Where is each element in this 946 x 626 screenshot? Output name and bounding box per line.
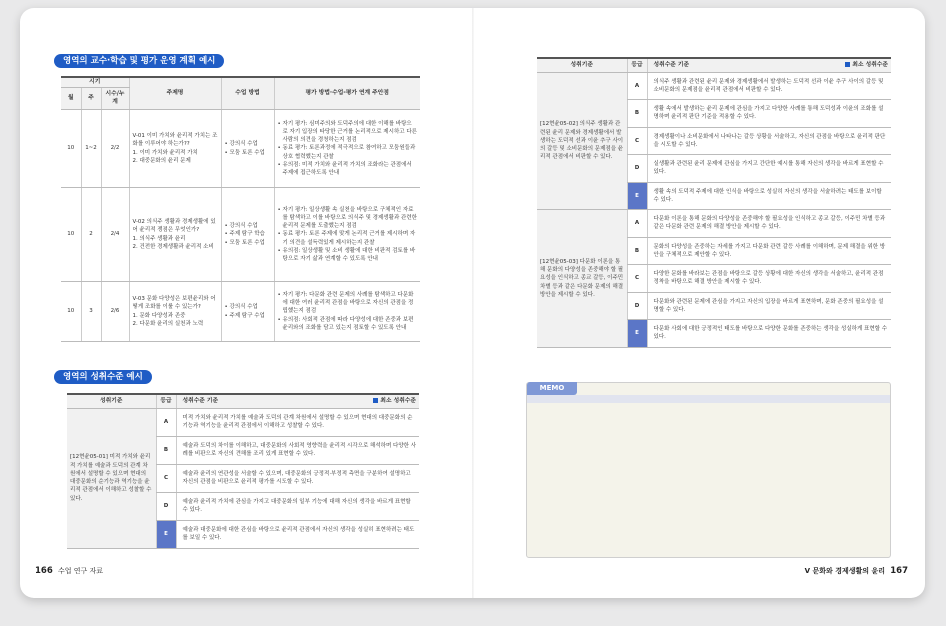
method-item: • 강의식 수업	[225, 222, 271, 230]
plan-table	[61, 76, 420, 342]
standard-cell: [12현윤05-03] 다문화 이론을 통해 문화의 다양성을 존중해야 할 필요성을 인식하고 종교 갈등, 이주민 차별 등과 같은 다문화 문제의 해결 방안을 제시할 수 있다.	[537, 210, 627, 348]
standard-cell: [12현윤05-02] 의식주 생활과 관련된 윤리 문제와 경제생활에서 발생하는 도덕적 선과 이윤 추구 사이의 갈등 및 소비문화의 문제점을 윤리적 관점에서 비판할 수 있다.	[537, 72, 627, 210]
level-desc-cell: 예술과 윤리적 가치에 관심을 가지고 대중문화의 일부 기능에 대해 자신의 생각을 바르게 표현할 수 있다.	[176, 492, 419, 520]
col-hours: 시수/누계	[101, 87, 129, 109]
level-desc-cell: 의식주 생활과 관련된 윤리 문제와 경제생활에서 발생하는 도덕적 선과 이윤 추구 사이의 갈등 및 소비문화의 문제점을 윤리적 관점에서 비판할 수 있다.	[647, 72, 891, 100]
col-time: 시기	[61, 77, 129, 87]
assess-item: • 자기 평가: 심미주의와 도덕주의에 대한 이해를 바탕으로 자기 입장의 타당한 근거를 논리적으로 제시하고 다른 사람의 의견을 경청하는지 점검	[278, 120, 418, 145]
hours-cell: 2/4	[101, 188, 129, 282]
grade-cell: E	[156, 520, 176, 548]
footer-chapter: V 문화와 경제생활의 윤리	[804, 567, 886, 575]
week-cell: 3	[81, 282, 101, 342]
method-item: • 모둠 토론 수업	[225, 239, 271, 247]
method-item: • 모둠 토론 수업	[225, 149, 271, 157]
section-title-plan: 영역의 교수·학습 및 평가 운영 계획 예시	[54, 54, 224, 68]
col-grade-r: 등급	[627, 58, 647, 72]
col-grade: 등급	[156, 394, 176, 408]
col-desc-r: 성취수준 기준	[653, 62, 690, 68]
section-title-achievement: 영역의 성취수준 예시	[54, 370, 152, 384]
level-desc-cell: 다문화 이론을 통해 문화의 다양성을 존중해야 할 필요성을 인식하고 종교 갈등, 이주민 차별 등과 같은 다문화 관련 문제의 해결 방안을 제시할 수 있다.	[647, 210, 891, 238]
level-desc-cell: 다문화 사회에 대한 긍정적인 태도를 바탕으로 다양한 문화를 존중하는 생각을 성실하게 표현할 수 있다.	[647, 320, 891, 348]
level-desc-cell: 다문화와 관련된 문제에 관심을 가지고 자신의 입장을 바르게 표현하며, 문화 존중의 필요성을 설명할 수 있다.	[647, 292, 891, 320]
col-theme: 주제명	[129, 77, 221, 110]
grade-cell: E	[627, 320, 647, 348]
assess-item: • 유의점: 미적 가치와 윤리적 가치의 조화라는 관점에서 주제에 접근하도록 안내	[278, 161, 418, 178]
achievement-row	[537, 72, 891, 100]
page-number-right: 167	[890, 566, 908, 576]
level-desc-cell: 예술과 도덕의 차이를 이해하고, 대중문화의 사회적 영향력을 윤리적 시각으로 해석하며 다양한 사례를 비판으로 자신의 견해를 조리 있게 표현할 수 있다.	[176, 436, 419, 464]
assess-item: • 유의점: 사회적 관점에 따라 다양성에 대한 존중과 보편 윤리와의 조화를 담고 있는지 점토할 수 있도록 안내	[278, 316, 418, 333]
grade-cell: B	[627, 237, 647, 265]
col-month: 월	[61, 87, 81, 109]
month-cell: 10	[61, 110, 81, 188]
assess-cell	[274, 282, 420, 342]
footer-left	[32, 566, 103, 576]
grade-cell: D	[156, 492, 176, 520]
book-spread	[20, 8, 925, 598]
col-method: 수업 방법	[221, 77, 274, 110]
plan-row	[61, 188, 420, 282]
col-standard: 성취기준	[67, 394, 156, 408]
grade-cell: C	[627, 127, 647, 155]
assess-item: • 유의점: 일상생활 및 소비 생활에 대한 비판적 검토를 바탕으로 자기 삶과 연계할 수 있도록 안내	[278, 247, 418, 264]
assess-cell	[274, 110, 420, 188]
level-desc-cell: 다양한 문화를 바라보는 관점을 바탕으로 갈등 상황에 대한 자신의 생각을 서술하고, 윤리적 관점 정착을 바탕으로 해결 방안을 제시할 수 있다.	[647, 265, 891, 293]
week-cell: 2	[81, 188, 101, 282]
theme-cell: V-03 문화 다양성은 보편윤리와 어떻게 조화를 이룰 수 있는가? 1. 문화 다양성과 존중 2. 다문화 윤리의 실천과 노력	[129, 282, 221, 342]
method-item: • 강의식 수업	[225, 140, 271, 148]
legend-swatch-r	[845, 62, 850, 67]
legend-label: 최소 성취수준	[380, 398, 416, 404]
hours-cell: 2/6	[101, 282, 129, 342]
method-item: • 주제 탐구 학습	[225, 230, 271, 238]
plan-row	[61, 110, 420, 188]
grade-cell: D	[627, 292, 647, 320]
memo-band	[527, 395, 890, 403]
assess-item: • 동료 평가: 토론 주제에 맞게 논리적 근거를 제시하며 자기 의견을 설득력있게 제시하는지 관찰	[278, 230, 418, 247]
method-item: • 주제 탐구 수업	[225, 312, 271, 320]
achievement-row	[537, 210, 891, 238]
assess-item: • 동료 평가: 토론과정에 적극적으로 참여하고 모둠원들과 상호 협력했는지 관찰	[278, 144, 418, 161]
level-desc-cell: 생활 속의 도덕적 주제에 대한 인식을 바탕으로 성실히 자신의 생각을 서술하려는 태도를 보이할 수 있다.	[647, 182, 891, 210]
grade-cell: E	[627, 182, 647, 210]
level-desc-cell: 예술과 대중문화에 대한 관심을 바탕으로 윤리적 관점에서 자신의 생각을 성실히 표현하려는 태도를 보일 수 있다.	[176, 520, 419, 548]
hours-cell: 2/2	[101, 110, 129, 188]
method-item: • 강의식 수업	[225, 303, 271, 311]
level-desc-cell: 예술과 윤리의 연관성을 서술할 수 있으며, 대중문화의 긍정적·부정적 측면을 구분하여 설명하고 자신의 관점을 비판으로 윤리적 평가를 시도할 수 있다.	[176, 464, 419, 492]
grade-cell: A	[627, 72, 647, 100]
theme-cell: V-02 의식주 생활과 경제생활에 있어 윤리적 쟁점은 무엇인가? 1. 의식주 생활과 윤리 2. 건전한 경제생활과 윤리적 소비	[129, 188, 221, 282]
grade-cell: A	[156, 408, 176, 436]
col-standard-r: 성취기준	[537, 58, 627, 72]
assess-item: • 자기 평가: 다문화 관련 문제의 사례를 탐색하고 다문화에 대한 여러 윤리적 관점을 바탕으로 자신의 관점을 정립했는지 점검	[278, 291, 418, 316]
standard-cell: [12현윤05-01] 미적 가치와 윤리적 가치를 예술과 도덕의 관계 차원에서 설명할 수 있으며 현대의 대중문화의 순기능과 역기능을 윤리적 관점에서 이해하고 성찰할 수 있다.	[67, 408, 156, 548]
month-cell: 10	[61, 282, 81, 342]
level-desc-cell: 미적 가치와 윤리적 가치를 예술과 도덕의 관계 차원에서 설명할 수 있으며 현대의 대중문화의 순기능과 역기능을 윤리적 관점에서 이해하고 성찰할 수 있다.	[176, 408, 419, 436]
theme-cell: V-01 이미 가치와 윤리적 가치는 조화를 이루어야 하는가?? 1. 이미 가치와 윤리적 가치 2. 대중문화의 윤리 문제	[129, 110, 221, 188]
col-week: 주	[81, 87, 101, 109]
memo-box[interactable]	[526, 382, 891, 558]
legend-swatch	[373, 398, 378, 403]
assess-item: • 자기 평가: 일상생활 속 실천을 바탕으로 구체적인 자료를 탐색하고 이를 바탕으로 의식주 및 경제생활과 관련한 윤리적 문제를 도출했는지 점검	[278, 206, 418, 231]
grade-cell: B	[627, 100, 647, 128]
month-cell: 10	[61, 188, 81, 282]
method-cell	[221, 188, 274, 282]
level-desc-cell: 문화의 다양성을 존중하는 자세를 가지고 다문화 관련 갈등 사례를 이해하며, 문제 해결을 위한 방안을 구체적으로 제안할 수 있다.	[647, 237, 891, 265]
col-desc: 성취수준 기준	[182, 398, 219, 404]
grade-cell: C	[627, 265, 647, 293]
level-desc-cell: 경제생활이나 소비문화에서 나타나는 갈등 상황을 서술하고, 자신의 관점을 바탕으로 윤리적 판단을 시도할 수 있다.	[647, 127, 891, 155]
level-desc-cell: 생활 속에서 발생하는 윤리 문제에 관심을 가지고 다양한 사례를 통해 도덕성과 이윤의 조화를 설명하며 윤리적 판단 기준을 적용할 수 있다.	[647, 100, 891, 128]
level-desc-cell: 실생활과 관련된 윤리 문제에 관심을 가지고 간단한 예시를 통해 자신의 생각을 바르게 표현할 수 있다.	[647, 155, 891, 183]
achievement-row	[67, 408, 419, 436]
legend-label-r: 최소 성취수준	[852, 62, 888, 68]
grade-cell: C	[156, 464, 176, 492]
plan-row	[61, 282, 420, 342]
footer-title-left: 수업 연구 자료	[57, 567, 104, 575]
achievement-table-left	[67, 393, 419, 549]
method-cell	[221, 110, 274, 188]
grade-cell: B	[156, 436, 176, 464]
achievement-table-right	[537, 57, 891, 348]
week-cell: 1~2	[81, 110, 101, 188]
memo-label: MEMO	[527, 382, 577, 395]
page-number-left: 166	[35, 566, 53, 576]
grade-cell: A	[627, 210, 647, 238]
method-cell	[221, 282, 274, 342]
grade-cell: D	[627, 155, 647, 183]
footer-right	[805, 566, 911, 576]
page-gutter	[472, 8, 474, 598]
assess-cell	[274, 188, 420, 282]
col-assess: 평가 방법·수업-평가 연계 주안점	[274, 77, 420, 110]
